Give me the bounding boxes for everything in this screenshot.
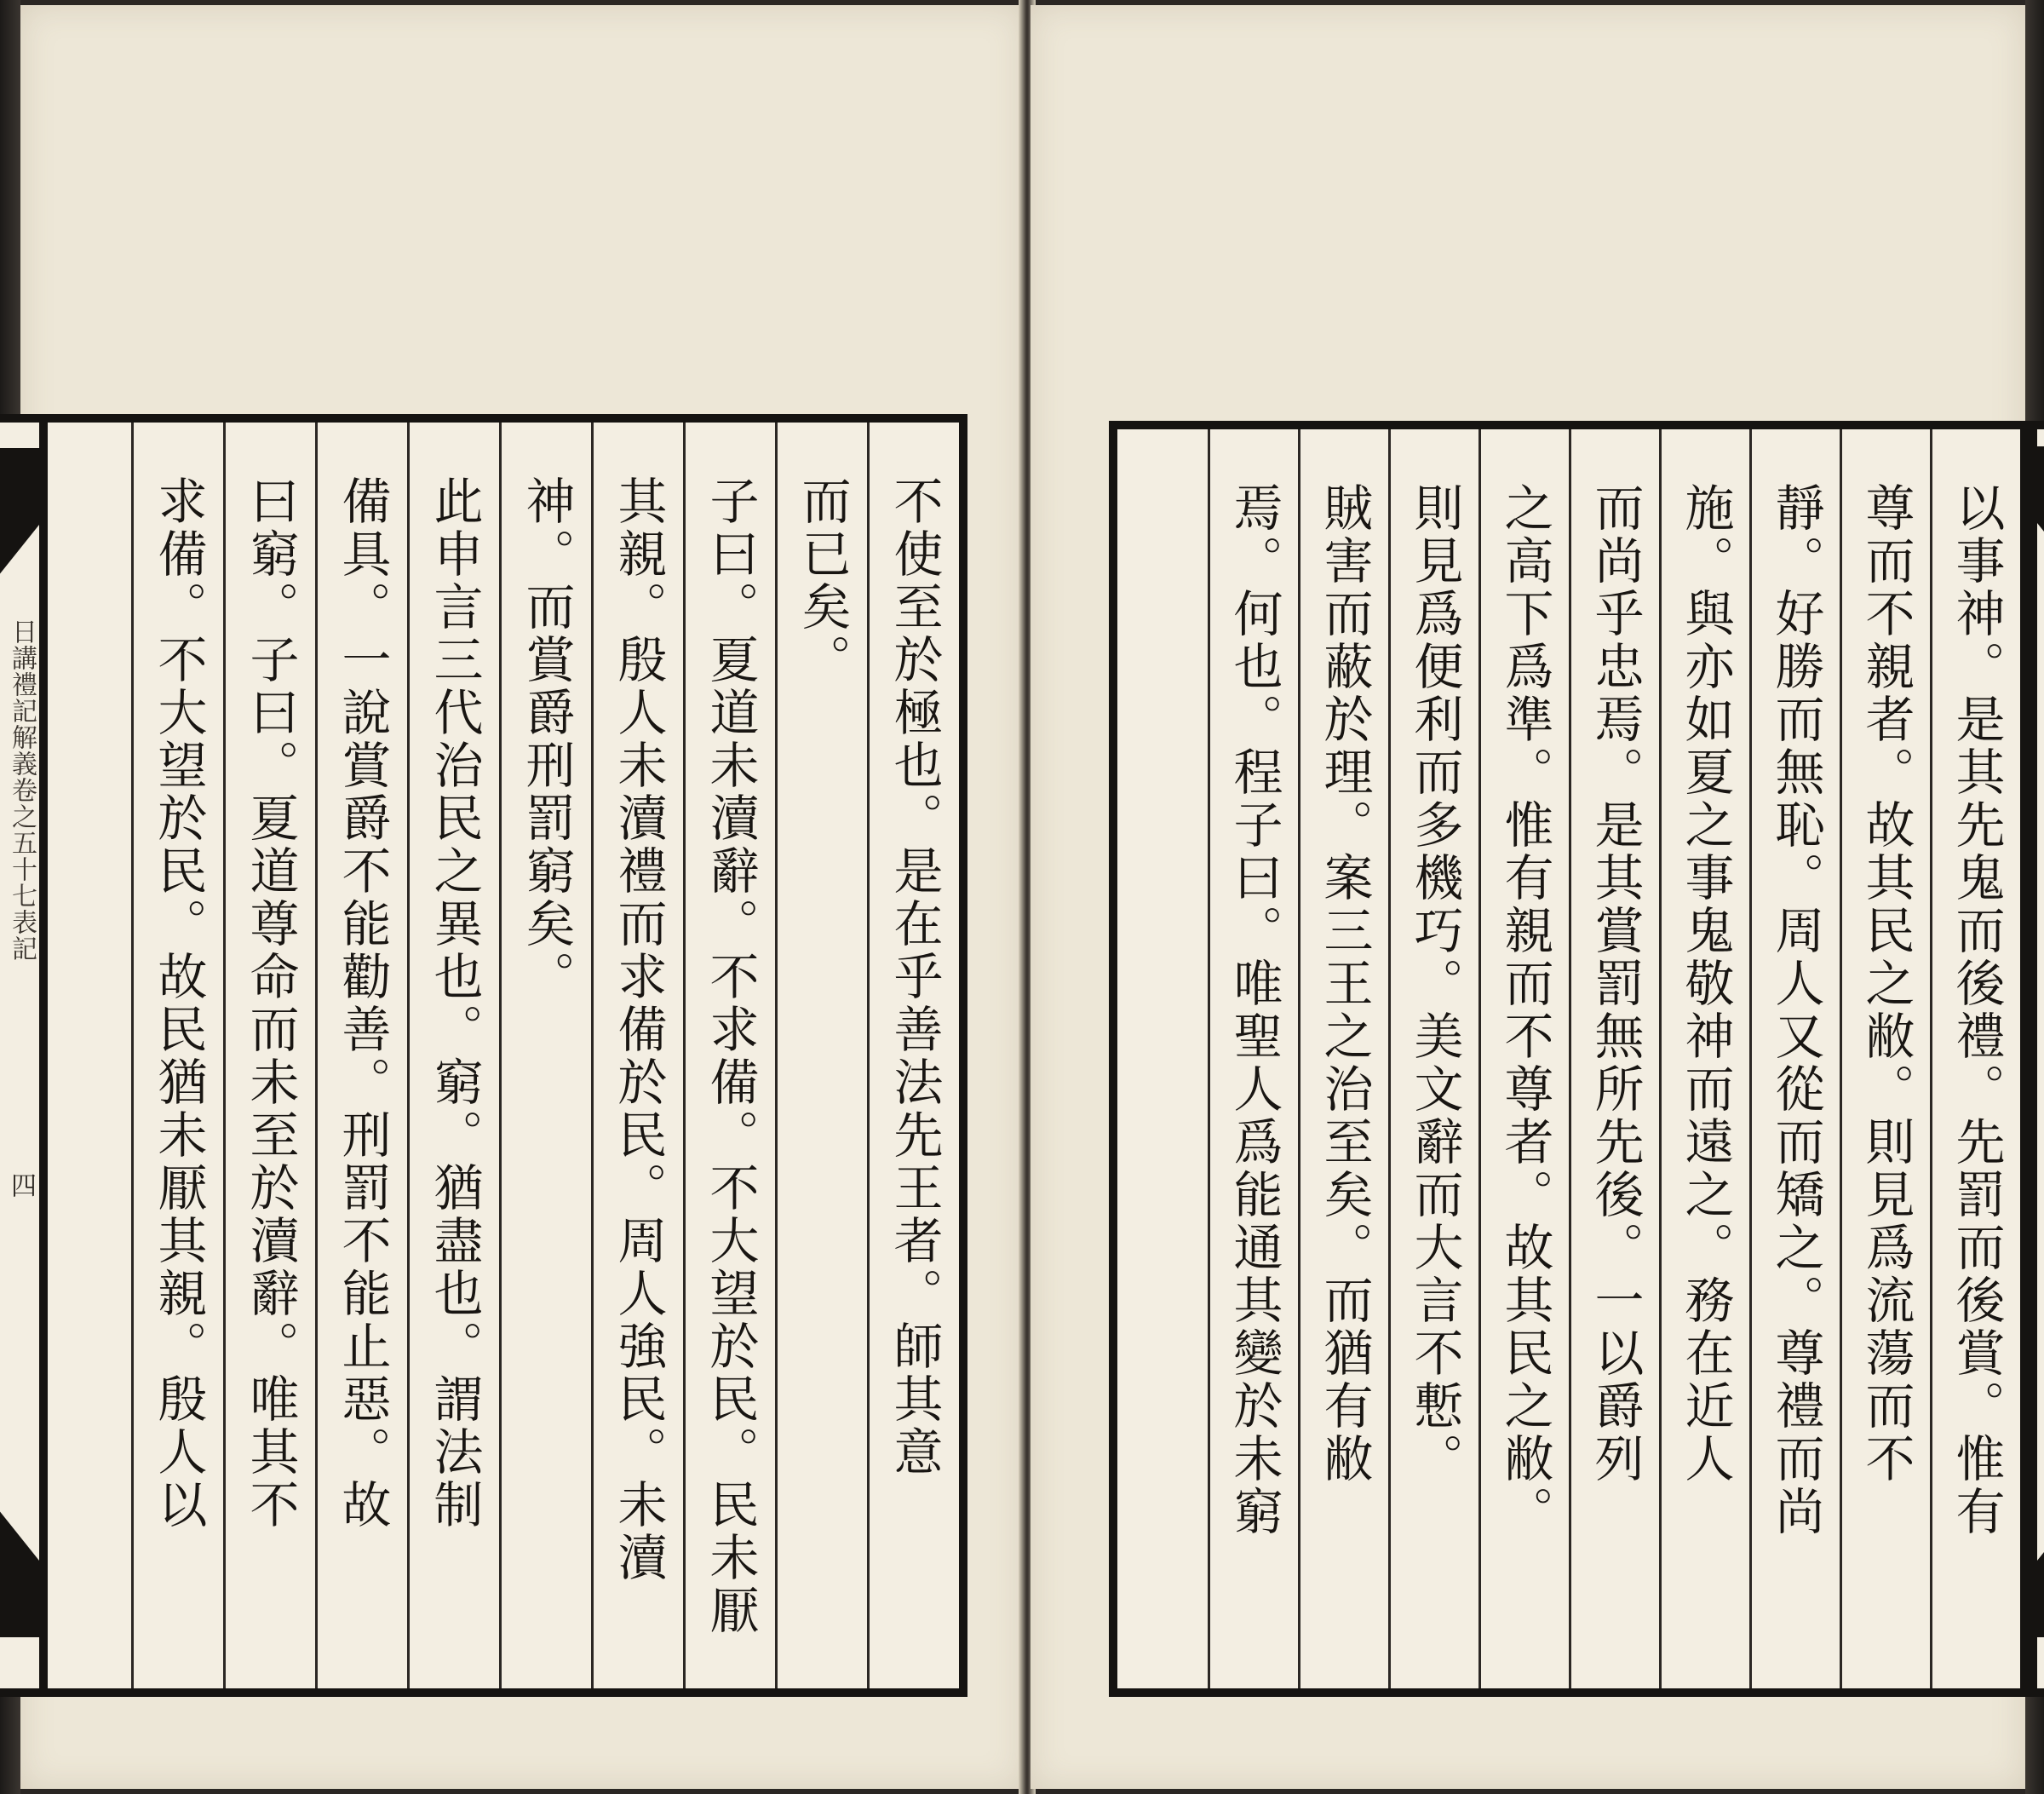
right-page	[1031, 5, 2025, 1789]
text-column: 而尚乎忠焉。是其賞罰無所先後。一以爵列	[1569, 429, 1659, 1688]
text-column: 其親。殷人未瀆禮而求備於民。周人強民。未瀆	[591, 423, 683, 1688]
text-column: 子曰。夏道未瀆辭。不求備。不大望於民。民未厭	[683, 423, 775, 1688]
text-column: 神。而賞爵刑罰窮矣。	[499, 423, 591, 1688]
text-column: 靜。好勝而無恥。周人又從而矯之。尊禮而尚	[1749, 429, 1840, 1688]
text-column: 則見爲便利而多機巧。美文辭而大言不慙。	[1388, 429, 1478, 1688]
text-column: 賊害而蔽於理。案三王之治至矣。而猶有敝	[1298, 429, 1388, 1688]
text-column: 備具。一說賞爵不能勸善。刑罰不能止惡。故	[315, 423, 407, 1688]
text-column: 不使至於極也。是在乎善法先王者。師其意	[867, 423, 959, 1688]
fish-tail-top-icon	[0, 448, 39, 576]
right-fold-title	[2037, 625, 2044, 916]
text-column: 以事神。是其先鬼而後禮。先罰而後賞。惟有	[1930, 429, 2020, 1688]
right-page-text-frame	[1109, 421, 2029, 1697]
fish-tail-bottom-icon	[0, 1509, 39, 1637]
right-page-number	[2037, 889, 2044, 915]
left-page	[6, 5, 1024, 1789]
right-page-fold-strip	[2029, 421, 2044, 1697]
left-page-text-frame	[6, 414, 967, 1697]
text-column: 尊而不親者。故其民之敝。則見爲流蕩而不	[1840, 429, 1930, 1688]
text-column: 而已矣。	[775, 423, 867, 1688]
fish-tail-bottom-icon	[2037, 1509, 2044, 1637]
text-column: 焉。何也。程子曰。唯聖人爲能通其變於未窮	[1208, 429, 1298, 1688]
left-page-number: 四	[6, 1172, 36, 1198]
text-column: 此申言三代治民之異也。窮。猶盡也。謂法制	[407, 423, 499, 1688]
text-column: 求備。不大望於民。故民猶未厭其親。殷人以	[131, 423, 223, 1688]
text-column: 施。與亦如夏之事鬼敬神而遠之。務在近人	[1659, 429, 1749, 1688]
text-column: 之高下爲準。惟有親而不尊者。故其民之敝。	[1478, 429, 1569, 1688]
left-fold-title: 日講禮記解義卷之五十七表記	[7, 618, 37, 962]
left-text-columns	[39, 423, 959, 1688]
fish-tail-top-icon	[2037, 446, 2044, 574]
text-column: 曰窮。子曰。夏道尊命而未至於瀆辭。唯其不	[223, 423, 315, 1688]
right-text-columns	[1117, 429, 2020, 1688]
